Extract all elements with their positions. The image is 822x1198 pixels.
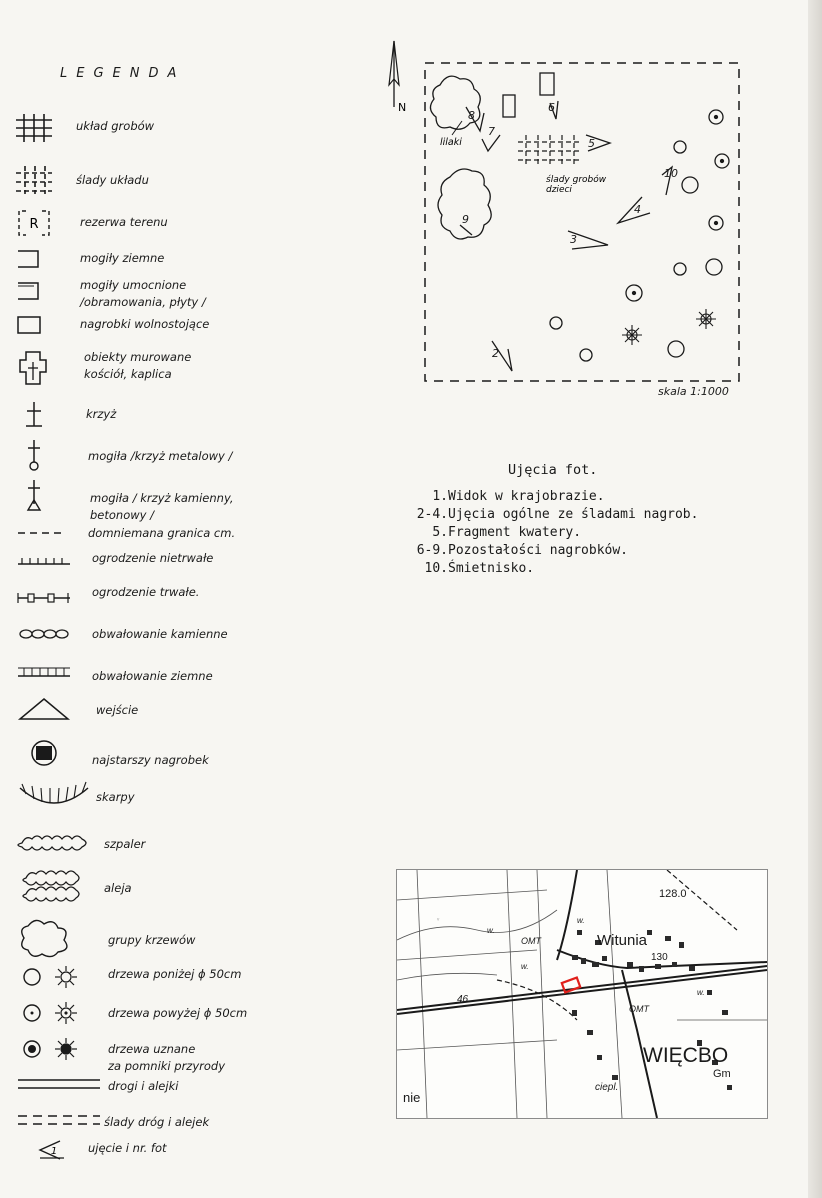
grave-grid-traces-icon xyxy=(14,164,54,196)
svg-text:10: 10 xyxy=(664,167,678,180)
legend-label-grave-grid: układ grobów xyxy=(76,119,155,133)
road-line-icon xyxy=(14,1076,104,1092)
legend-label-photo-point: ujęcie i nr. fot xyxy=(88,1141,167,1155)
page-edge xyxy=(808,0,822,1198)
legend-label-escarpment: skarpy xyxy=(96,790,135,804)
legend-label-free-standing: nagrobki wolnostojące xyxy=(80,317,210,331)
legend-label-metal-cross: mogiła /krzyż metalowy / xyxy=(88,449,233,463)
legend-label-perm-fence: ogrodzenie trwałe. xyxy=(92,585,200,599)
photo-point-9 xyxy=(460,213,472,235)
earth-embankment-icon xyxy=(14,664,74,680)
natural-monument-tree-icon xyxy=(14,1036,94,1062)
map-label-road-46: 46 xyxy=(457,994,469,1005)
permanent-fence-icon xyxy=(14,590,74,606)
photos-title: Ujęcia fot. xyxy=(508,462,598,478)
road-trace-icon xyxy=(14,1112,104,1128)
topographic-map xyxy=(396,869,768,1119)
grave-traces xyxy=(518,135,580,167)
svg-text:R: R xyxy=(29,217,39,232)
photo-point-icon xyxy=(14,1138,74,1162)
large-tree-icon xyxy=(14,1000,94,1026)
map-label-omt-2: OMT xyxy=(629,1004,649,1014)
map-label-omt: OMT xyxy=(521,936,541,946)
map-label-w: w. xyxy=(697,988,705,997)
svg-text:6: 6 xyxy=(548,101,555,114)
metal-cross-icon xyxy=(14,438,54,472)
temporary-fence-icon xyxy=(14,552,74,568)
stone-embankment-icon xyxy=(14,626,74,642)
photo-item: 5.Fragment kwatery. xyxy=(432,525,582,540)
legend-label-grid-traces: ślady układu xyxy=(76,173,149,187)
photo-list xyxy=(408,488,698,578)
legend-label-hedge: szpaler xyxy=(104,837,146,851)
photo-point-10 xyxy=(662,167,678,195)
legend-label-earth-graves: mogiły ziemne xyxy=(80,251,165,265)
photo-point-8 xyxy=(466,107,484,131)
svg-text:ślady grobówdzieci: ślady grobów dzieci xyxy=(546,175,607,195)
svg-text:1: 1 xyxy=(50,1146,58,1157)
legend-label-masonry: obiekty murowane kościół, kaplica xyxy=(84,350,192,381)
oldest-tomb-icon xyxy=(14,738,74,768)
svg-text:lilaki: lilaki xyxy=(440,137,462,148)
cemetery-sketch xyxy=(380,35,780,385)
map-label-ciepl: ciepl. xyxy=(595,1082,619,1093)
cross-icon xyxy=(14,400,54,428)
photo-point-6 xyxy=(548,101,558,119)
photo-item: 2-4.Ujęcia ogólne ze śladami nagrob. xyxy=(416,507,699,522)
photo-item: 1.Widok w krajobrazie. xyxy=(432,489,605,504)
escarpment-icon xyxy=(14,778,94,818)
legend-label-monument-trees: drzewa uznane za pomniki przyrody xyxy=(108,1042,226,1073)
legend-label-road-traces: ślady dróg i alejek xyxy=(104,1115,210,1129)
map-label-gm: Gm xyxy=(713,1068,731,1080)
dashed-boundary-icon xyxy=(14,528,64,538)
cemetery-location-marker xyxy=(562,978,580,993)
legend-label-shrubs: grupy krzewów xyxy=(108,933,196,947)
legend-label-stone-embankment: obwałowanie kamienne xyxy=(92,627,228,641)
legend-label-temp-fence: ogrodzenie nietrwałe xyxy=(92,551,214,565)
map-label-w: w. xyxy=(577,916,585,925)
svg-text:7: 7 xyxy=(488,125,495,138)
legend-label-small-trees: drzewa poniżej ϕ 50cm xyxy=(108,967,242,981)
photo-point-7 xyxy=(482,125,500,151)
entrance-triangle-icon xyxy=(14,696,74,722)
svg-text:4: 4 xyxy=(634,203,641,216)
legend-label-roads: drogi i alejki xyxy=(108,1079,179,1093)
legend-label-alley: aleja xyxy=(104,881,132,895)
chapel-icon xyxy=(14,350,54,388)
reserve-bracket-icon xyxy=(14,208,54,238)
photo-point-3 xyxy=(568,231,608,249)
topo-map-lines xyxy=(397,870,767,1118)
map-label-wiecbo: WIĘCBO xyxy=(643,1044,729,1067)
legend-label-entrance: wejście xyxy=(96,703,139,717)
svg-text:2: 2 xyxy=(492,347,499,360)
legend-label-boundary: domniemana granica cm. xyxy=(88,526,236,540)
photo-item: 10.Śmietnisko. xyxy=(424,561,535,576)
photo-point-2 xyxy=(492,341,512,371)
legend-title: LEGENDA xyxy=(60,66,186,81)
map-label-elevation-2: 130 xyxy=(651,952,668,963)
photo-point-4 xyxy=(618,197,650,223)
photo-item: 6-9.Pozostałości nagrobków. xyxy=(416,543,629,558)
legend-label-earth-embankment: obwałowanie ziemne xyxy=(92,669,213,683)
grave-grid-icon xyxy=(14,112,54,144)
shrub-group-icon xyxy=(14,914,84,958)
map-label-nie: nie xyxy=(403,1090,421,1105)
legend-label-reinforced-graves: mogiły umocnione /obramowania, płyty / xyxy=(80,278,206,309)
free-standing-tomb-icon xyxy=(14,314,54,336)
reinforced-grave-icon xyxy=(14,280,54,302)
large-trees xyxy=(622,309,716,345)
hedge-icon xyxy=(14,832,94,854)
map-label-w: w. xyxy=(521,962,529,971)
stone-cross-icon xyxy=(14,478,54,512)
legend-label-large-trees: drzewa powyżej ϕ 50cm xyxy=(108,1006,248,1020)
map-label-elevation: 128.0 xyxy=(659,888,687,900)
svg-text:5: 5 xyxy=(588,137,595,150)
map-label-witunia: Witunia xyxy=(597,932,648,949)
svg-text:3: 3 xyxy=(570,233,577,246)
alley-icon xyxy=(14,866,94,906)
map-label-w: w. xyxy=(487,926,495,935)
svg-text:9: 9 xyxy=(462,213,469,226)
small-tree-icon xyxy=(14,964,94,990)
photo-point-5 xyxy=(586,135,610,151)
scale-label: skala 1:1000 xyxy=(658,385,729,398)
legend-label-cross: krzyż xyxy=(86,407,117,421)
svg-text:ᵥ: ᵥ xyxy=(437,915,440,922)
legend-label-oldest-tomb: najstarszy nagrobek xyxy=(92,753,209,767)
svg-text:N: N xyxy=(398,101,407,114)
earth-grave-icon xyxy=(14,248,54,270)
legend-label-reserve: rezerwa terenu xyxy=(80,215,168,229)
north-arrow-icon xyxy=(389,41,406,114)
legend-label-stone-cross: mogiła / krzyż kamienny, betonowy / xyxy=(90,491,234,522)
svg-text:8: 8 xyxy=(468,109,475,122)
